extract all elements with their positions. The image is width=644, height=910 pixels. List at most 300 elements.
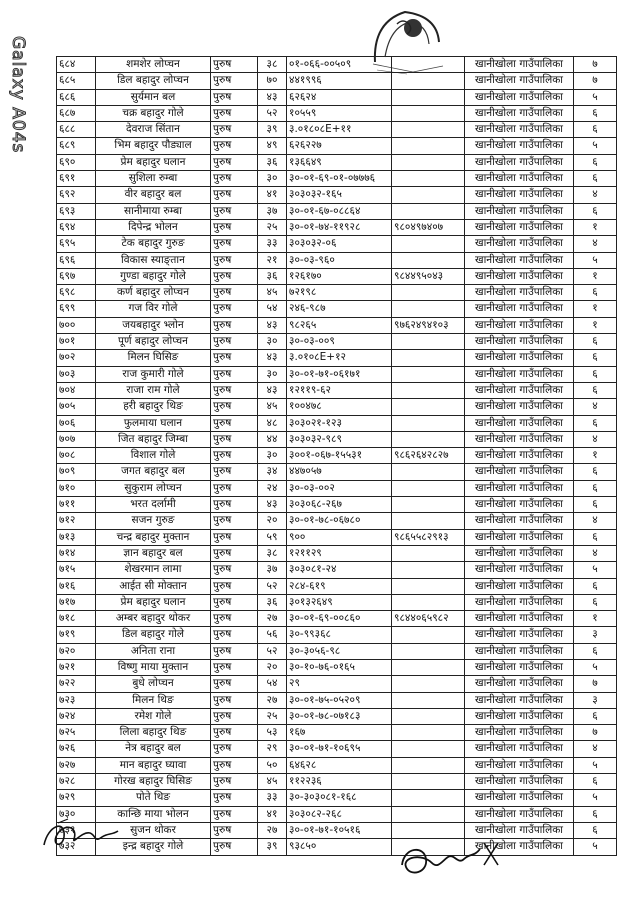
serial-cell: ७२५ bbox=[57, 725, 96, 741]
age-cell: २७ bbox=[258, 692, 287, 708]
citizenship-no-cell: ७२१९८ bbox=[287, 285, 392, 301]
signature-left bbox=[38, 815, 128, 855]
table-row bbox=[57, 122, 617, 138]
name-cell: सुकुराम लोप्चन bbox=[96, 480, 211, 496]
address-cell: खानीखोला गाउँपालिका bbox=[465, 73, 574, 89]
phone-cell: ९८६५५८२९१३ bbox=[392, 529, 465, 545]
table-row bbox=[57, 757, 617, 773]
gender-cell: पुरुष bbox=[211, 464, 258, 480]
table-row bbox=[57, 790, 617, 806]
age-cell: २५ bbox=[258, 219, 287, 235]
age-cell: ५६ bbox=[258, 627, 287, 643]
beneficiary-table bbox=[56, 56, 617, 856]
gender-cell: पुरुष bbox=[211, 236, 258, 252]
table-row bbox=[57, 562, 617, 578]
name-cell: सानीमाया रुम्बा bbox=[96, 203, 211, 219]
age-cell: ३७ bbox=[258, 562, 287, 578]
phone-cell bbox=[392, 122, 465, 138]
citizenship-no-cell: ३.०१८०८E+११ bbox=[287, 122, 392, 138]
address-cell: खानीखोला गाउँपालिका bbox=[465, 334, 574, 350]
address-cell: खानीखोला गाउँपालिका bbox=[465, 529, 574, 545]
address-cell: खानीखोला गाउँपालिका bbox=[465, 415, 574, 431]
age-cell: २० bbox=[258, 513, 287, 529]
name-cell: गुण्डा बहादुर गोले bbox=[96, 268, 211, 284]
citizenship-no-cell: ४४१९९६ bbox=[287, 73, 392, 89]
table-row bbox=[57, 448, 617, 464]
table-row bbox=[57, 839, 617, 855]
phone-cell bbox=[392, 187, 465, 203]
gender-cell: पुरुष bbox=[211, 774, 258, 790]
gender-cell: पुरुष bbox=[211, 122, 258, 138]
gender-cell: पुरुष bbox=[211, 497, 258, 513]
age-cell: ५२ bbox=[258, 105, 287, 121]
age-cell: ४९ bbox=[258, 138, 287, 154]
table-row bbox=[57, 497, 617, 513]
ward-cell: ५ bbox=[574, 757, 617, 773]
citizenship-no-cell: ९८२६५ bbox=[287, 317, 392, 333]
citizenship-no-cell: ३०३०३२-१६५ bbox=[287, 187, 392, 203]
phone-cell bbox=[392, 627, 465, 643]
serial-cell: ७०९ bbox=[57, 464, 96, 480]
serial-cell: ७११ bbox=[57, 497, 96, 513]
serial-cell: ७१३ bbox=[57, 529, 96, 545]
citizenship-no-cell: ३०-०३-००९ bbox=[287, 334, 392, 350]
ward-cell: ६ bbox=[574, 366, 617, 382]
gender-cell: पुरुष bbox=[211, 366, 258, 382]
address-cell: खानीखोला गाउँपालिका bbox=[465, 806, 574, 822]
signature-right bbox=[392, 835, 512, 887]
gender-cell: पुरुष bbox=[211, 725, 258, 741]
table-row bbox=[57, 334, 617, 350]
age-cell: २७ bbox=[258, 611, 287, 627]
citizenship-no-cell: ३०-१०-७६-०१६५ bbox=[287, 659, 392, 675]
address-cell: खानीखोला गाउँपालिका bbox=[465, 366, 574, 382]
serial-cell: ६९३ bbox=[57, 203, 96, 219]
phone-cell bbox=[392, 692, 465, 708]
ward-cell: ३ bbox=[574, 627, 617, 643]
ward-cell: ७ bbox=[574, 57, 617, 73]
gender-cell: पुरुष bbox=[211, 268, 258, 284]
citizenship-no-cell: ३०-०१-७५-०५२०९ bbox=[287, 692, 392, 708]
gender-cell: पुरुष bbox=[211, 692, 258, 708]
name-cell: शेखरमान लामा bbox=[96, 562, 211, 578]
address-cell: खानीखोला गाउँपालिका bbox=[465, 725, 574, 741]
address-cell: खानीखोला गाउँपालिका bbox=[465, 382, 574, 398]
name-cell: विकास स्याङ्तान bbox=[96, 252, 211, 268]
table-row bbox=[57, 627, 617, 643]
name-cell: जयबहादुर भ्लोन bbox=[96, 317, 211, 333]
gender-cell: पुरुष bbox=[211, 203, 258, 219]
table-row bbox=[57, 725, 617, 741]
ward-cell: ६ bbox=[574, 497, 617, 513]
citizenship-no-cell: ३०-०१-७१-०६१७१ bbox=[287, 366, 392, 382]
ward-cell: ६ bbox=[574, 643, 617, 659]
phone-cell bbox=[392, 154, 465, 170]
age-cell: ३४ bbox=[258, 464, 287, 480]
address-cell: खानीखोला गाउँपालिका bbox=[465, 757, 574, 773]
name-cell: पोते थिङ bbox=[96, 790, 211, 806]
address-cell: खानीखोला गाउँपालिका bbox=[465, 154, 574, 170]
gender-cell: पुरुष bbox=[211, 741, 258, 757]
name-cell: राज कुमारी गोले bbox=[96, 366, 211, 382]
serial-cell: ६९२ bbox=[57, 187, 96, 203]
name-cell: कर्ण बहादुर लोप्चन bbox=[96, 285, 211, 301]
ward-cell: ७ bbox=[574, 725, 617, 741]
phone-cell bbox=[392, 643, 465, 659]
serial-cell: ७०७ bbox=[57, 431, 96, 447]
name-cell: कान्छि माया भोलन bbox=[96, 806, 211, 822]
table-row bbox=[57, 399, 617, 415]
name-cell: प्रेम बहादुर घलान bbox=[96, 594, 211, 610]
gender-cell: पुरुष bbox=[211, 611, 258, 627]
phone-cell bbox=[392, 105, 465, 121]
serial-cell: ७१८ bbox=[57, 611, 96, 627]
name-cell: अम्बर बहादुर थोकर bbox=[96, 611, 211, 627]
table-row bbox=[57, 187, 617, 203]
gender-cell: पुरुष bbox=[211, 350, 258, 366]
phone-cell bbox=[392, 252, 465, 268]
ward-cell: ६ bbox=[574, 594, 617, 610]
serial-cell: ६९० bbox=[57, 154, 96, 170]
phone-cell bbox=[392, 725, 465, 741]
name-cell: देवराज सिंतान bbox=[96, 122, 211, 138]
table-row bbox=[57, 431, 617, 447]
age-cell: ४३ bbox=[258, 382, 287, 398]
gender-cell: पुरुष bbox=[211, 659, 258, 675]
phone-cell bbox=[392, 285, 465, 301]
address-cell: खानीखोला गाउँपालिका bbox=[465, 464, 574, 480]
gender-cell: पुरुष bbox=[211, 105, 258, 121]
phone-cell bbox=[392, 399, 465, 415]
serial-cell: ७०१ bbox=[57, 334, 96, 350]
age-cell: ४४ bbox=[258, 431, 287, 447]
name-cell: डिल बहादुर लोप्चन bbox=[96, 73, 211, 89]
serial-cell: ६८५ bbox=[57, 73, 96, 89]
citizenship-no-cell: १०५५९ bbox=[287, 105, 392, 121]
age-cell: ५० bbox=[258, 757, 287, 773]
table-row bbox=[57, 464, 617, 480]
name-cell: मिलन घिसिङ bbox=[96, 350, 211, 366]
citizenship-no-cell: ३.०१०८E+१२ bbox=[287, 350, 392, 366]
address-cell: खानीखोला गाउँपालिका bbox=[465, 578, 574, 594]
name-cell: जित बहादुर जिम्बा bbox=[96, 431, 211, 447]
address-cell: खानीखोला गाउँपालिका bbox=[465, 545, 574, 561]
gender-cell: पुरुष bbox=[211, 676, 258, 692]
age-cell: ३८ bbox=[258, 57, 287, 73]
table-row bbox=[57, 57, 617, 73]
citizenship-no-cell: ३०३०२१-१२३ bbox=[287, 415, 392, 431]
age-cell: ५२ bbox=[258, 578, 287, 594]
ward-cell: ५ bbox=[574, 252, 617, 268]
citizenship-no-cell: १२११९-६२ bbox=[287, 382, 392, 398]
citizenship-no-cell: ३०-०१-७८-०६७८० bbox=[287, 513, 392, 529]
phone-cell: ९८४४०६५९८२ bbox=[392, 611, 465, 627]
table-row bbox=[57, 774, 617, 790]
age-cell: ४८ bbox=[258, 415, 287, 431]
phone-cell bbox=[392, 301, 465, 317]
phone-cell bbox=[392, 757, 465, 773]
name-cell: रमेश गोले bbox=[96, 708, 211, 724]
age-cell: ४३ bbox=[258, 497, 287, 513]
gender-cell: पुरुष bbox=[211, 382, 258, 398]
table-row bbox=[57, 89, 617, 105]
age-cell: ३९ bbox=[258, 839, 287, 855]
phone-cell bbox=[392, 708, 465, 724]
address-cell: खानीखोला गाउँपालिका bbox=[465, 708, 574, 724]
phone-cell bbox=[392, 171, 465, 187]
gender-cell: पुरुष bbox=[211, 219, 258, 235]
gender-cell: पुरुष bbox=[211, 839, 258, 855]
table-row bbox=[57, 105, 617, 121]
citizenship-no-cell: ३०१३२६४९ bbox=[287, 594, 392, 610]
citizenship-no-cell: २८४-६१९ bbox=[287, 578, 392, 594]
serial-cell: ६९७ bbox=[57, 268, 96, 284]
address-cell: खानीखोला गाउँपालिका bbox=[465, 105, 574, 121]
address-cell: खानीखोला गाउँपालिका bbox=[465, 627, 574, 643]
ward-cell: ४ bbox=[574, 741, 617, 757]
serial-cell: ७३२ bbox=[57, 839, 96, 855]
phone-cell bbox=[392, 415, 465, 431]
address-cell: खानीखोला गाउँपालिका bbox=[465, 774, 574, 790]
address-cell: खानीखोला गाउँपालिका bbox=[465, 350, 574, 366]
address-cell: खानीखोला गाउँपालिका bbox=[465, 285, 574, 301]
table-row bbox=[57, 171, 617, 187]
citizenship-no-cell: १३६६४९ bbox=[287, 154, 392, 170]
table-row bbox=[57, 382, 617, 398]
gender-cell: पुरुष bbox=[211, 431, 258, 447]
name-cell: पूर्ण बहादुर लोप्चन bbox=[96, 334, 211, 350]
name-cell: सुर्यमान बल bbox=[96, 89, 211, 105]
citizenship-no-cell: १२६१७० bbox=[287, 268, 392, 284]
phone-cell bbox=[392, 203, 465, 219]
address-cell: खानीखोला गाउँपालिका bbox=[465, 138, 574, 154]
table-row bbox=[57, 529, 617, 545]
table-row bbox=[57, 301, 617, 317]
address-cell: खानीखोला गाउँपालिका bbox=[465, 122, 574, 138]
ward-cell: ६ bbox=[574, 122, 617, 138]
citizenship-no-cell: ३०३०८१-२४ bbox=[287, 562, 392, 578]
serial-cell: ७१७ bbox=[57, 594, 96, 610]
name-cell: नेत्र बहादुर बल bbox=[96, 741, 211, 757]
address-cell: खानीखोला गाउँपालिका bbox=[465, 431, 574, 447]
serial-cell: ७२१ bbox=[57, 659, 96, 675]
table-row bbox=[57, 578, 617, 594]
table-row bbox=[57, 285, 617, 301]
citizenship-no-cell: ३००१-०६७-१५५३१ bbox=[287, 448, 392, 464]
ward-cell: ६ bbox=[574, 822, 617, 838]
ward-cell: ६ bbox=[574, 105, 617, 121]
phone-cell bbox=[392, 659, 465, 675]
address-cell: खानीखोला गाउँपालिका bbox=[465, 741, 574, 757]
table-row bbox=[57, 350, 617, 366]
gender-cell: पुरुष bbox=[211, 513, 258, 529]
serial-cell: ७२३ bbox=[57, 692, 96, 708]
name-cell: शमशेर लोप्चन bbox=[96, 57, 211, 73]
table-row bbox=[57, 659, 617, 675]
gender-cell: पुरुष bbox=[211, 415, 258, 431]
address-cell: खानीखोला गाउँपालिका bbox=[465, 692, 574, 708]
name-cell: मान बहादुर घ्यावा bbox=[96, 757, 211, 773]
citizenship-no-cell: ३०३०३२-९८९ bbox=[287, 431, 392, 447]
age-cell: ३६ bbox=[258, 154, 287, 170]
ward-cell: ४ bbox=[574, 513, 617, 529]
age-cell: ४५ bbox=[258, 285, 287, 301]
address-cell: खानीखोला गाउँपालिका bbox=[465, 236, 574, 252]
serial-cell: ७१० bbox=[57, 480, 96, 496]
gender-cell: पुरुष bbox=[211, 187, 258, 203]
serial-cell: ७१२ bbox=[57, 513, 96, 529]
gender-cell: पुरुष bbox=[211, 627, 258, 643]
citizenship-no-cell: ६२६२२७ bbox=[287, 138, 392, 154]
phone-cell bbox=[392, 464, 465, 480]
name-cell: विष्णु माया मुक्तान bbox=[96, 659, 211, 675]
address-cell: खानीखोला गाउँपालिका bbox=[465, 611, 574, 627]
age-cell: ३० bbox=[258, 171, 287, 187]
table-row bbox=[57, 822, 617, 838]
citizenship-no-cell: ३०-०१-७४-११९२८ bbox=[287, 219, 392, 235]
serial-cell: ७०६ bbox=[57, 415, 96, 431]
gender-cell: पुरुष bbox=[211, 708, 258, 724]
phone-cell bbox=[392, 431, 465, 447]
citizenship-no-cell: ३०-०१-६९-०१-०७७७६ bbox=[287, 171, 392, 187]
device-watermark: Galaxy A04s bbox=[8, 36, 28, 154]
phone-cell bbox=[392, 350, 465, 366]
gender-cell: पुरुष bbox=[211, 578, 258, 594]
ward-cell: ६ bbox=[574, 578, 617, 594]
serial-cell: ७२७ bbox=[57, 757, 96, 773]
phone-cell bbox=[392, 774, 465, 790]
address-cell: खानीखोला गाउँपालिका bbox=[465, 839, 574, 855]
table-row bbox=[57, 741, 617, 757]
citizenship-no-cell: ३०-०३-००२ bbox=[287, 480, 392, 496]
name-cell: लिला बहादुर थिङ bbox=[96, 725, 211, 741]
age-cell: ५२ bbox=[258, 643, 287, 659]
citizenship-no-cell: १६७ bbox=[287, 725, 392, 741]
citizenship-no-cell: ३०-३०३०८१-१६८ bbox=[287, 790, 392, 806]
age-cell: ४५ bbox=[258, 399, 287, 415]
phone-cell bbox=[392, 497, 465, 513]
age-cell: ३० bbox=[258, 448, 287, 464]
age-cell: ७० bbox=[258, 73, 287, 89]
age-cell: ३८ bbox=[258, 545, 287, 561]
age-cell: ५४ bbox=[258, 676, 287, 692]
ward-cell: ४ bbox=[574, 187, 617, 203]
gender-cell: पुरुष bbox=[211, 545, 258, 561]
age-cell: ४५ bbox=[258, 774, 287, 790]
address-cell: खानीखोला गाउँपालिका bbox=[465, 301, 574, 317]
gender-cell: पुरुष bbox=[211, 171, 258, 187]
table-row bbox=[57, 203, 617, 219]
citizenship-no-cell: ३०-०१-७१-१०६९५ bbox=[287, 741, 392, 757]
serial-cell: ७२० bbox=[57, 643, 96, 659]
age-cell: ३० bbox=[258, 366, 287, 382]
address-cell: खानीखोला गाउँपालिका bbox=[465, 89, 574, 105]
phone-cell: ९८४४९५०४३ bbox=[392, 268, 465, 284]
serial-cell: ७१६ bbox=[57, 578, 96, 594]
phone-cell: ९८६२६४२८२७ bbox=[392, 448, 465, 464]
address-cell: खानीखोला गाउँपालिका bbox=[465, 790, 574, 806]
ward-cell: १ bbox=[574, 219, 617, 235]
address-cell: खानीखोला गाउँपालिका bbox=[465, 203, 574, 219]
ward-cell: ६ bbox=[574, 350, 617, 366]
name-cell: टेक बहादुर गुरुङ bbox=[96, 236, 211, 252]
ward-cell: ६ bbox=[574, 285, 617, 301]
ward-cell: ५ bbox=[574, 562, 617, 578]
table-row bbox=[57, 252, 617, 268]
ward-cell: ६ bbox=[574, 480, 617, 496]
address-cell: खानीखोला गाउँपालिका bbox=[465, 594, 574, 610]
serial-cell: ७०३ bbox=[57, 366, 96, 382]
name-cell: गोरख बहादुर घिसिङ bbox=[96, 774, 211, 790]
citizenship-no-cell: ३०-०१-६९-००८६० bbox=[287, 611, 392, 627]
serial-cell: ६९४ bbox=[57, 219, 96, 235]
serial-cell: ७१४ bbox=[57, 545, 96, 561]
ward-cell: ६ bbox=[574, 415, 617, 431]
phone-cell bbox=[392, 513, 465, 529]
phone-cell: ९८०४९७४०७ bbox=[392, 219, 465, 235]
phone-cell bbox=[392, 236, 465, 252]
name-cell: हरी बहादुर थिङ bbox=[96, 399, 211, 415]
address-cell: खानीखोला गाउँपालिका bbox=[465, 317, 574, 333]
table-row bbox=[57, 708, 617, 724]
phone-cell bbox=[392, 741, 465, 757]
address-cell: खानीखोला गाउँपालिका bbox=[465, 252, 574, 268]
serial-cell: ७२६ bbox=[57, 741, 96, 757]
citizenship-no-cell: ११२२३६ bbox=[287, 774, 392, 790]
table-row bbox=[57, 545, 617, 561]
table-row bbox=[57, 594, 617, 610]
ward-cell: ३ bbox=[574, 692, 617, 708]
gender-cell: पुरुष bbox=[211, 89, 258, 105]
age-cell: ३३ bbox=[258, 236, 287, 252]
gender-cell: पुरुष bbox=[211, 529, 258, 545]
phone-cell bbox=[392, 806, 465, 822]
name-cell: चक्र बहादुर गोले bbox=[96, 105, 211, 121]
gender-cell: पुरुष bbox=[211, 334, 258, 350]
ward-cell: ६ bbox=[574, 334, 617, 350]
phone-cell bbox=[392, 57, 465, 73]
age-cell: ३३ bbox=[258, 790, 287, 806]
citizenship-no-cell: २४६-९८७ bbox=[287, 301, 392, 317]
table-row bbox=[57, 366, 617, 382]
address-cell: खानीखोला गाउँपालिका bbox=[465, 659, 574, 675]
phone-cell bbox=[392, 790, 465, 806]
age-cell: ३६ bbox=[258, 268, 287, 284]
ward-cell: ४ bbox=[574, 236, 617, 252]
phone-cell bbox=[392, 73, 465, 89]
serial-cell: ७२२ bbox=[57, 676, 96, 692]
citizenship-no-cell: ९३८५० bbox=[287, 839, 392, 855]
ward-cell: ६ bbox=[574, 154, 617, 170]
phone-cell bbox=[392, 562, 465, 578]
name-cell: चन्द्र बहादुर मुक्तान bbox=[96, 529, 211, 545]
age-cell: ५४ bbox=[258, 301, 287, 317]
citizenship-no-cell: ६२६२४ bbox=[287, 89, 392, 105]
table-row bbox=[57, 480, 617, 496]
serial-cell: ७२४ bbox=[57, 708, 96, 724]
table-row bbox=[57, 692, 617, 708]
ward-cell: ४ bbox=[574, 545, 617, 561]
gender-cell: पुरुष bbox=[211, 399, 258, 415]
name-cell: भरत दर्लामी bbox=[96, 497, 211, 513]
citizenship-no-cell: ३०३०८२-२६८ bbox=[287, 806, 392, 822]
gender-cell: पुरुष bbox=[211, 73, 258, 89]
citizenship-no-cell: २९ bbox=[287, 676, 392, 692]
address-cell: खानीखोला गाउँपालिका bbox=[465, 676, 574, 692]
citizenship-no-cell: ०१-०६६-००५०९ bbox=[287, 57, 392, 73]
gender-cell: पुरुष bbox=[211, 806, 258, 822]
address-cell: खानीखोला गाउँपालिका bbox=[465, 268, 574, 284]
